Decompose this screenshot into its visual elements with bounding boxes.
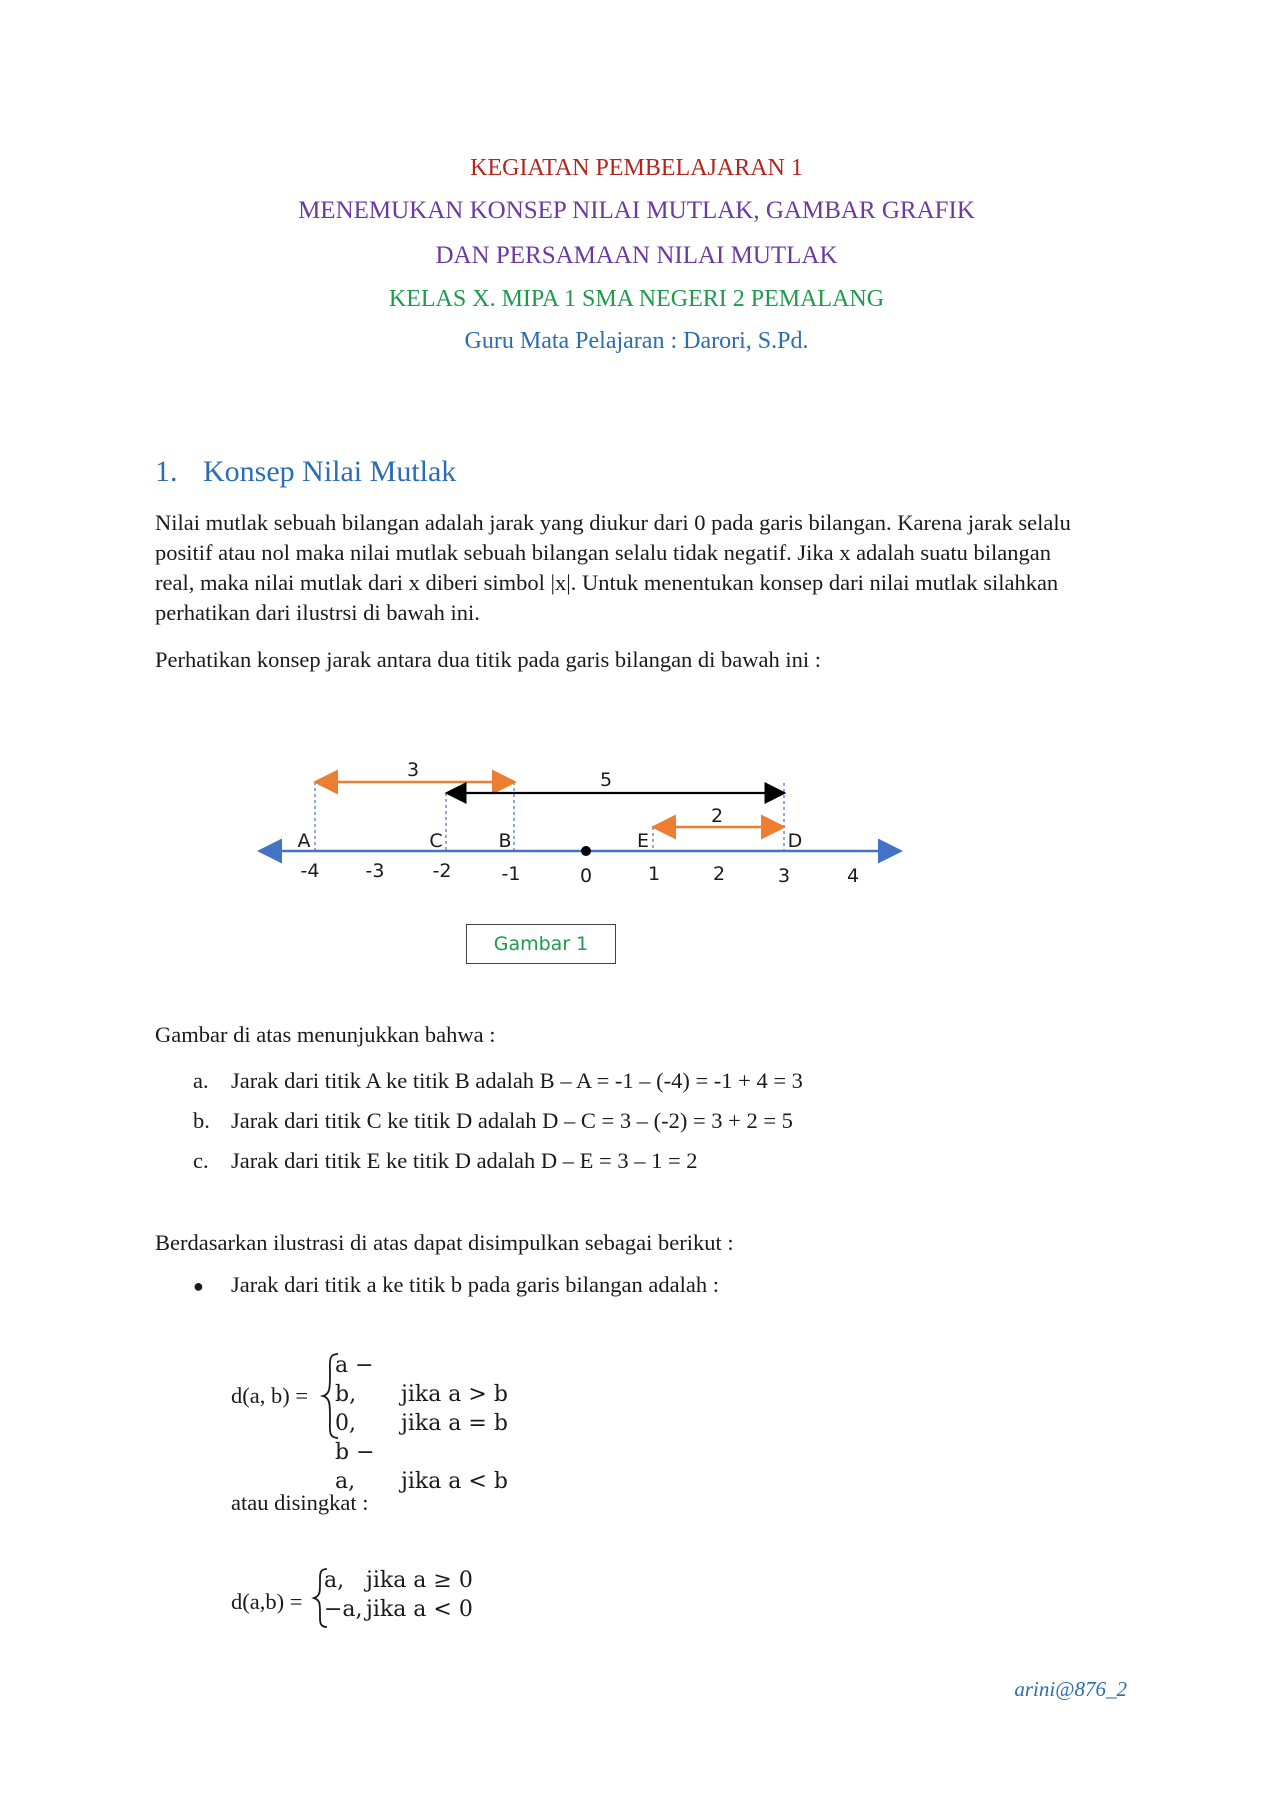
tick-label: -2 bbox=[432, 860, 452, 882]
figure-caption: Gambar 1 bbox=[466, 924, 616, 964]
bullet-icon: ● bbox=[193, 1276, 204, 1296]
case-row: a − b, jika a > b bbox=[335, 1353, 508, 1407]
point-d: D bbox=[787, 830, 803, 852]
conclusion-intro: Berdasarkan ilustrasi di atas dapat disimpulkan sebagai berikut : bbox=[155, 1230, 734, 1255]
tick-label: -3 bbox=[365, 860, 385, 882]
tick-label: -1 bbox=[501, 863, 521, 885]
explain-intro: Gambar di atas menunjukkan bahwa : bbox=[155, 1022, 496, 1047]
short-note: atau disingkat : bbox=[231, 1490, 369, 1515]
tick-label: 2 bbox=[712, 863, 726, 885]
bullet-text: Jarak dari titik a ke titik b pada garis bilangan adalah : bbox=[231, 1272, 719, 1297]
case-row: a, jika a ≥ 0 bbox=[324, 1568, 473, 1593]
para-line: Nilai mutlak sebuah bilangan adalah jarak yang diukur dari 0 pada garis bilangan. Karena jarak selalu bbox=[155, 510, 1071, 535]
list-item bbox=[193, 1146, 698, 1176]
header-line-2: MENEMUKAN KONSEP NILAI MUTLAK, GAMBAR GRAFIK bbox=[298, 197, 975, 224]
label-dist-cd: 5 bbox=[599, 769, 613, 791]
figure-intro: Perhatikan konsep jarak antara dua titik pada garis bilangan di bawah ini : bbox=[155, 647, 822, 672]
case-row: b − a, jika a < b bbox=[335, 1440, 508, 1494]
case-row: −a, jika a < 0 bbox=[324, 1597, 473, 1622]
list-marker: b. bbox=[193, 1108, 210, 1133]
section-number: 1. bbox=[155, 455, 178, 488]
header-line-4: KELAS X. MIPA 1 SMA NEGERI 2 PEMALANG bbox=[388, 286, 885, 312]
list-text: Jarak dari titik C ke titik D adalah D – C = 3 – (-2) = 3 + 2 = 5 bbox=[231, 1108, 793, 1133]
para-line: real, maka nilai mutlak dari x diberi simbol |x|. Untuk menentukan konsep dari nilai mutlak silahkan bbox=[155, 570, 1059, 595]
conclusion-bullet bbox=[193, 1270, 719, 1301]
list-marker: c. bbox=[193, 1148, 209, 1173]
point-a: A bbox=[297, 830, 311, 852]
header-line-5: Guru Mata Pelajaran : Darori, S.Pd. bbox=[464, 328, 809, 354]
label-dist-ab: 3 bbox=[406, 759, 420, 781]
formula1-cases bbox=[335, 1351, 508, 1496]
para-line: positif atau nol maka nilai mutlak sebuah bilangan selalu tidak negatif. Jika x adalah suatu bilangan bbox=[155, 540, 1052, 565]
list-item bbox=[193, 1066, 803, 1096]
point-b: B bbox=[498, 830, 512, 852]
list-text: Jarak dari titik A ke titik B adalah B – A = -1 – (-4) = -1 + 4 = 3 bbox=[231, 1068, 803, 1093]
para-line: perhatikan dari ilustrsi di bawah ini. bbox=[155, 600, 480, 625]
tick-label: 3 bbox=[777, 865, 791, 887]
tick-label: 1 bbox=[647, 863, 661, 885]
tick-label: 4 bbox=[846, 865, 860, 887]
label-dist-ed: 2 bbox=[710, 805, 724, 827]
list-marker: a. bbox=[193, 1068, 209, 1093]
point-e: E bbox=[636, 830, 650, 852]
tick-label: 0 bbox=[579, 865, 593, 887]
origin-dot bbox=[581, 846, 591, 856]
tick-label: -4 bbox=[300, 860, 320, 882]
formula2-cases bbox=[324, 1566, 473, 1624]
section-title: Konsep Nilai Mutlak bbox=[203, 455, 457, 488]
formula1-label: d(a, b) = bbox=[231, 1383, 309, 1408]
point-c: C bbox=[429, 830, 443, 852]
case-row: 0, jika a = b bbox=[335, 1411, 508, 1436]
header-line-1: KEGIATAN PEMBELAJARAN 1 bbox=[470, 155, 803, 181]
header-line-3: DAN PERSAMAAN NILAI MUTLAK bbox=[435, 242, 838, 269]
formula2-label: d(a,b) = bbox=[231, 1589, 303, 1614]
list-text: Jarak dari titik E ke titik D adalah D – E = 3 – 1 = 2 bbox=[231, 1148, 698, 1173]
list-item bbox=[193, 1106, 793, 1136]
footer-signature: arini@876_2 bbox=[1014, 1677, 1127, 1701]
